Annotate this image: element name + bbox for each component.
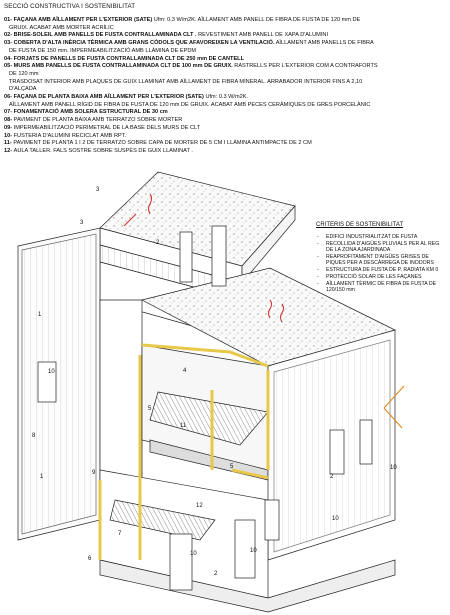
legend-item-code: 06- FAÇANA DE PLANTA BAIXA AMB AÏLLAMENT PER L'EXTERIOR (SATE) — [4, 94, 204, 101]
left-tower-ribs — [22, 234, 96, 534]
callout-number: 10 — [48, 369, 55, 375]
legend-item-text: PAVIMENT DE PLANTA BAIXA AMB TERRATZO SOBRE MORTER — [13, 117, 183, 124]
callout-number: 2 — [214, 571, 218, 577]
callout-number: 3 — [80, 220, 84, 226]
callout-number: 1 — [38, 312, 42, 318]
criteria-list — [316, 234, 446, 293]
legend-item-text: D'ALÇADA — [9, 86, 37, 93]
legend-item-text: AULA TALLER. FALS SOSTRE SOBRE SUSPÈS DE GUIX LLAMINAT . — [13, 147, 193, 154]
legend-item-code: 11- — [4, 140, 14, 147]
window-left — [38, 362, 56, 402]
callout-number: 3 — [96, 187, 100, 193]
legend-item-text: PAVIMENT DE PLANTA 1 I 2 DE TERRATZO SOBRE CAPA DE MORTER DE 5 CM I LLÀMINA ANTIMPACTE DE 2 CM — [13, 140, 312, 147]
legend-item-text: Ufm: 0.3 W/m2K. — [203, 94, 249, 101]
legend-item-text: Ufm: 0.3 W/m2K. AÏLLAMENT AMB PANELL DE FIBRA DE FUSTA DE 120 mm DE — [152, 17, 361, 23]
page-title: SECCIÓ CONSTRUCTIVA I SOSTENIBILITAT — [4, 3, 136, 10]
callout-number: 10 — [190, 551, 197, 557]
criteria-item: - RECOLLIDA D'AIGÜES PLUVIALS PER AL REG DE LA ZONA AJARDINADA — [316, 241, 446, 254]
criteria-item: - EDIFICI INDUSTRIALITZAT DE FUSTA — [316, 234, 446, 240]
criteria-item: - AÏLLAMENT TÈRMIC DE FIBRA DE FUSTA DE 120/150 mm — [316, 281, 446, 294]
legend-item-text: DE FUSTA DE 150 mm. IMPERMEABILITZACIÓ AMB LLÀMINA DE EPDM — [9, 47, 197, 54]
callout-number: 5 — [148, 406, 152, 412]
callout-number: 10 — [250, 548, 257, 554]
legend-item-text: IMPERMEABILITZACIÓ PERIMETRAL DE LA BASE DELS MURS DE CLT — [13, 124, 201, 131]
legend-item-code: 09- — [4, 124, 14, 131]
criteria-heading: CRITERIS DE SOSTENIBILITAT — [316, 222, 404, 228]
window-upper-2 — [180, 232, 192, 282]
window-ground-1 — [170, 534, 192, 590]
legend-item-code: 03- COBERTA D'ALTA INÈRCIA TÈRMICA AMB GRANS CÒDOLS QUE AFAVOREIXEN LA VENTILACIÓ. — [4, 40, 275, 47]
legend-item-code: 12- — [4, 147, 14, 154]
window-right-2 — [360, 420, 372, 464]
sustainability-criteria — [316, 222, 446, 294]
callout-number: 10 — [332, 516, 339, 522]
callout-number: 5 — [230, 464, 234, 470]
callout-number: 9 — [92, 470, 96, 476]
legend-item-code: 02- BRISE-SOLEIL AMB PANELLS DE FUSTA CONTRALLAMINADA CLT . — [4, 32, 197, 39]
criteria-item: - REAPROFITAMENT D'AIGÜES GRISES DE PIQUES PER A DESCÀRREGA DE INODORS — [316, 254, 446, 267]
legend-item-code: 10- — [4, 132, 14, 139]
legend-item-text: REVESTIMENT AMB PANELL DE XAPA D'ALUMINI — [196, 32, 328, 39]
callout-number: 6 — [88, 556, 92, 562]
callout-number: 2 — [156, 240, 160, 246]
callout-number: 10 — [390, 465, 397, 471]
legend-item-code: 05- MURS AMB PANELLS DE FUSTA CONTRALLAMINADA CLT DE 100 mm DE GRUIX. — [4, 63, 233, 70]
legend-item-code: 07- FONAMENTACIÓ AMB SOLERA ESTRUCTURAL DE 30 cm — [4, 109, 168, 116]
callout-number: 4 — [183, 368, 187, 374]
legend-item-text: TRASDOSAT INTERIOR AMB PLAQUES DE GUIX LLAMINAT AMB AÏLLAMENT DE FIBRA MINERAL. ARRABADOR INTERIOR FINS A 2,10 — [9, 78, 363, 85]
criteria-item: - PROTECCIÓ SOLAR DE LES FAÇANES — [316, 274, 446, 280]
legend-item-text: AÏLLAMENT AMB PANELL RÍGID DE FIBRA DE FUSTA DE 120 mm DE GRUIX. ACABAT AMB PECES CERÀMIQUES DE GRES PORCELÀNIC — [9, 101, 371, 108]
callout-number: 1 — [40, 474, 44, 480]
legend-item-text: DE 120 mm — [9, 70, 39, 77]
legend-item-text: GRUIX. ACABAT AMB MORTER ACRÍLIC — [9, 24, 114, 31]
legend-item-text: FUSTERIA D'ALUMINI RECICLAT AMB RPT. — [13, 132, 127, 139]
callout-number: 8 — [32, 433, 36, 439]
legend-item-code: 08- — [4, 117, 14, 124]
window-ground-3 — [265, 500, 279, 540]
legend-item-text: AÏLLAMENT AMB PANELLS DE FIBRA — [274, 40, 374, 47]
window-right-1 — [330, 430, 344, 474]
legend-item-code: 04- FORJATS DE PANELLS DE FUSTA CONTRALLAMINADA CLT DE 250 mm DE CANTELL — [4, 55, 245, 62]
callout-number: 11 — [180, 423, 187, 429]
criteria-item: - ESTRUCTURA DE FUSTA DE P. RADIATA KM 0 — [316, 267, 446, 273]
callout-number: 7 — [118, 531, 122, 537]
callout-number: 12 — [196, 503, 203, 509]
legend-item-code: 01- FAÇANA AMB AÏLLAMENT PER L'EXTERIOR (SATE) — [4, 17, 153, 23]
callout-number: 2 — [330, 474, 334, 480]
window-upper-1 — [212, 226, 226, 286]
legend-item-text: RASTRELLS PER L'EXTERIOR COM A CONTRAFORTS — [232, 63, 378, 70]
